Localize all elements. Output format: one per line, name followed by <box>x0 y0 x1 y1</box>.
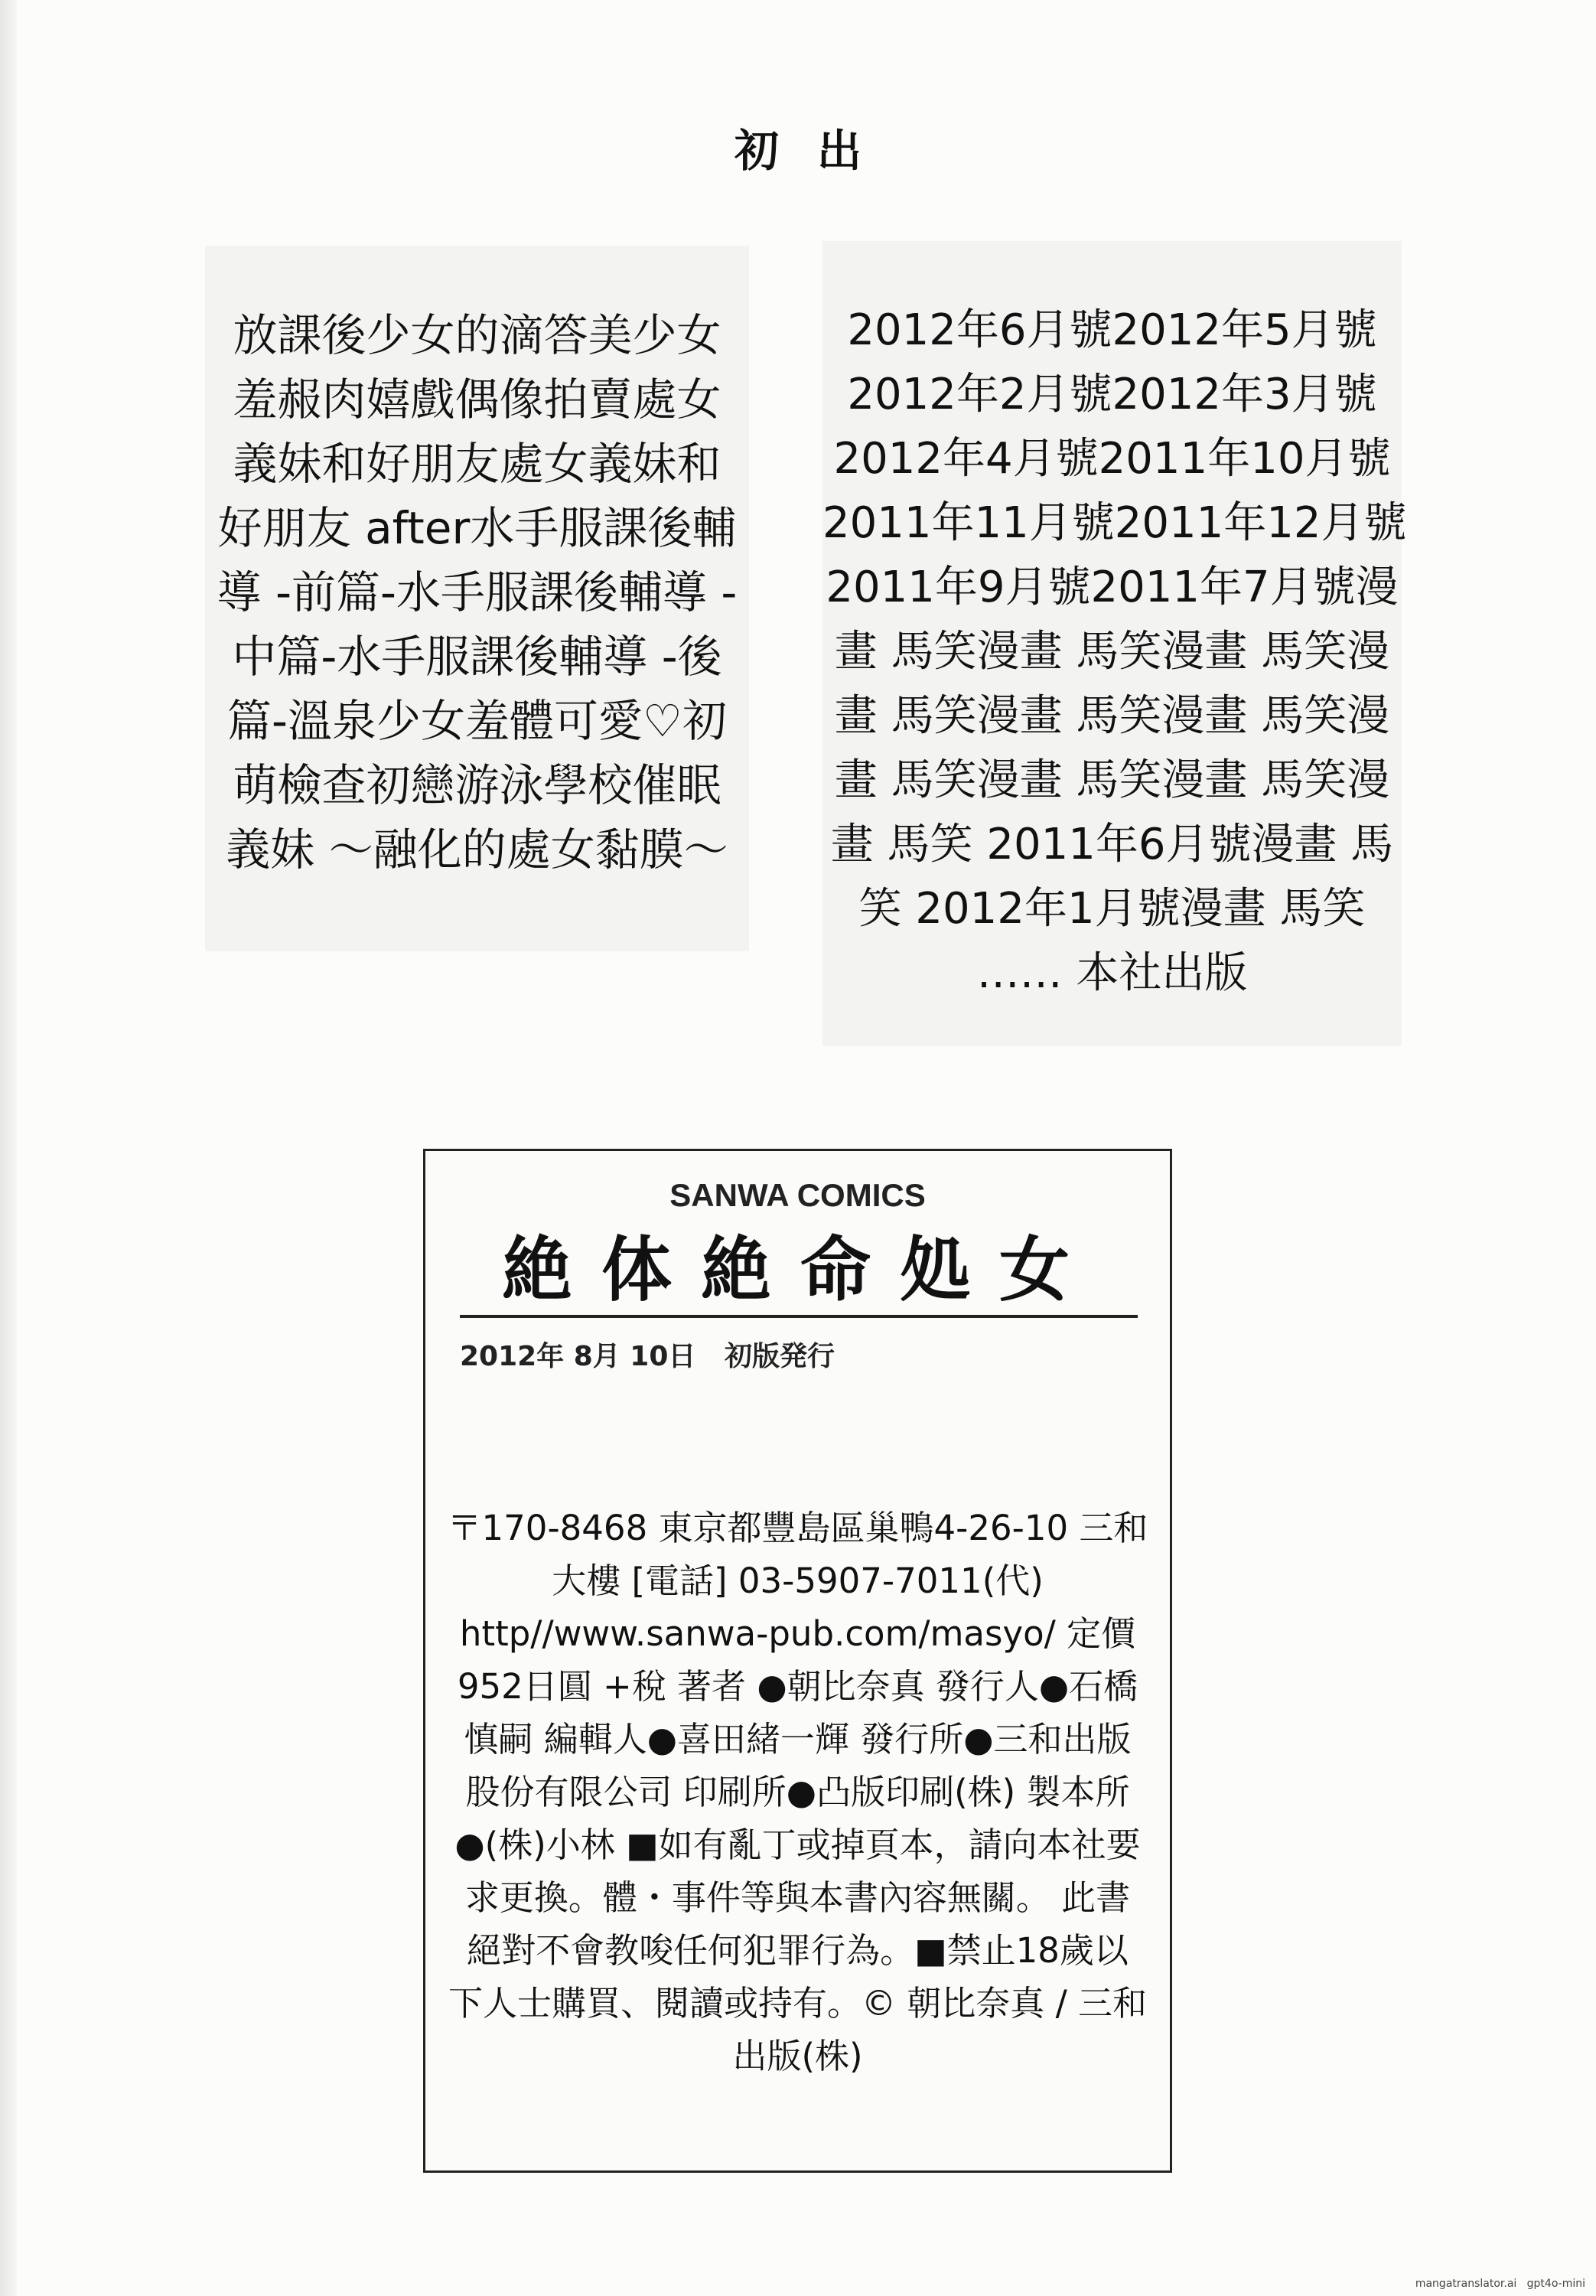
source-line: 笑 2012年1月號漫畫 馬笑 <box>858 884 1366 934</box>
title-line: 義妹 〜融化的處女黏膜〜 <box>226 823 728 876</box>
colophon-line: 絕對不會教唆任何犯罪行為。■禁止18歲以 <box>467 1930 1129 1971</box>
title-line: 萌檢查初戀游泳學校催眠 <box>233 759 721 811</box>
title-line: 羞赧肉嬉戲偶像拍賣處女 <box>233 373 721 426</box>
colophon-line: 〒170-8468 東京都豐島區巢鴨4-26-10 三和 <box>447 1508 1148 1548</box>
source-line: 2011年11月號2011年12月號 <box>822 498 1407 548</box>
source-line: 2012年6月號2012年5月號 <box>847 305 1377 355</box>
colophon-line: http//www.sanwa-pub.com/masyo/ 定價 <box>459 1613 1136 1654</box>
title-line: 中篇-水手服課後輔導 -後 <box>232 631 722 683</box>
title-line: 義妹和好朋友處女義妹和 <box>233 438 721 490</box>
colophon-box <box>423 1149 1172 2173</box>
title-line: 放課後少女的滴答美少女 <box>233 309 721 361</box>
page-heading: 初出 <box>734 125 900 177</box>
source-line: 畫 馬笑漫畫 馬笑漫畫 馬笑漫 <box>834 627 1390 677</box>
colophon-line: ●(株)小林 ■如有亂丁或掉頁本，請向本社要 <box>454 1825 1141 1865</box>
colophon-line: 求更換。體・事件等與本書內容無關。 此書 <box>464 1877 1131 1918</box>
source-line: …… 本社出版 <box>976 948 1248 998</box>
source-line: 2012年4月號2011年10月號 <box>833 434 1391 484</box>
source-line: 畫 馬笑漫畫 馬笑漫畫 馬笑漫 <box>834 691 1390 741</box>
series-name: SANWA COMICS <box>669 1177 926 1213</box>
titles-panel <box>205 246 749 951</box>
title-underline <box>460 1315 1138 1318</box>
title-line: 篇-溫泉少女羞體可愛♡初 <box>227 695 727 747</box>
source-line: 畫 馬笑 2011年6月號漫畫 馬 <box>830 820 1394 869</box>
scanned-page-edge <box>0 0 17 2296</box>
watermark: mangatranslator.ai gpt4o-mini <box>1415 2278 1585 2290</box>
book-title: 絶体絶命処女 <box>501 1228 1099 1311</box>
publication-date: 2012年 8月 10日 初版発行 <box>460 1341 835 1372</box>
title-line: 導 -前篇-水手服課後輔導 - <box>217 566 738 618</box>
colophon-line: 大樓 [電話] 03-5907-7011(代) <box>552 1561 1044 1601</box>
source-line: 2011年9月號2011年7月號漫 <box>826 563 1399 612</box>
colophon-line: 慎嗣 編輯人●喜田緒一輝 發行所●三和出版 <box>464 1719 1132 1760</box>
source-line: 2012年2月號2012年3月號 <box>847 370 1377 419</box>
sources-panel <box>822 241 1407 1046</box>
colophon-line: 出版(株) <box>732 2036 863 2076</box>
colophon-line: 下人士購買、閱讀或持有。© 朝比奈真 / 三和 <box>448 1983 1148 2024</box>
colophon-line: 股份有限公司 印刷所●凸版印刷(株) 製本所 <box>465 1772 1130 1812</box>
source-line: 畫 馬笑漫畫 馬笑漫畫 馬笑漫 <box>834 755 1390 805</box>
title-line: 好朋友 after水手服課後輔 <box>217 502 737 554</box>
colophon-body <box>425 1502 1170 2082</box>
colophon-line: 952日圓 +稅 著者 ●朝比奈真 發行人●石橋 <box>457 1666 1138 1707</box>
